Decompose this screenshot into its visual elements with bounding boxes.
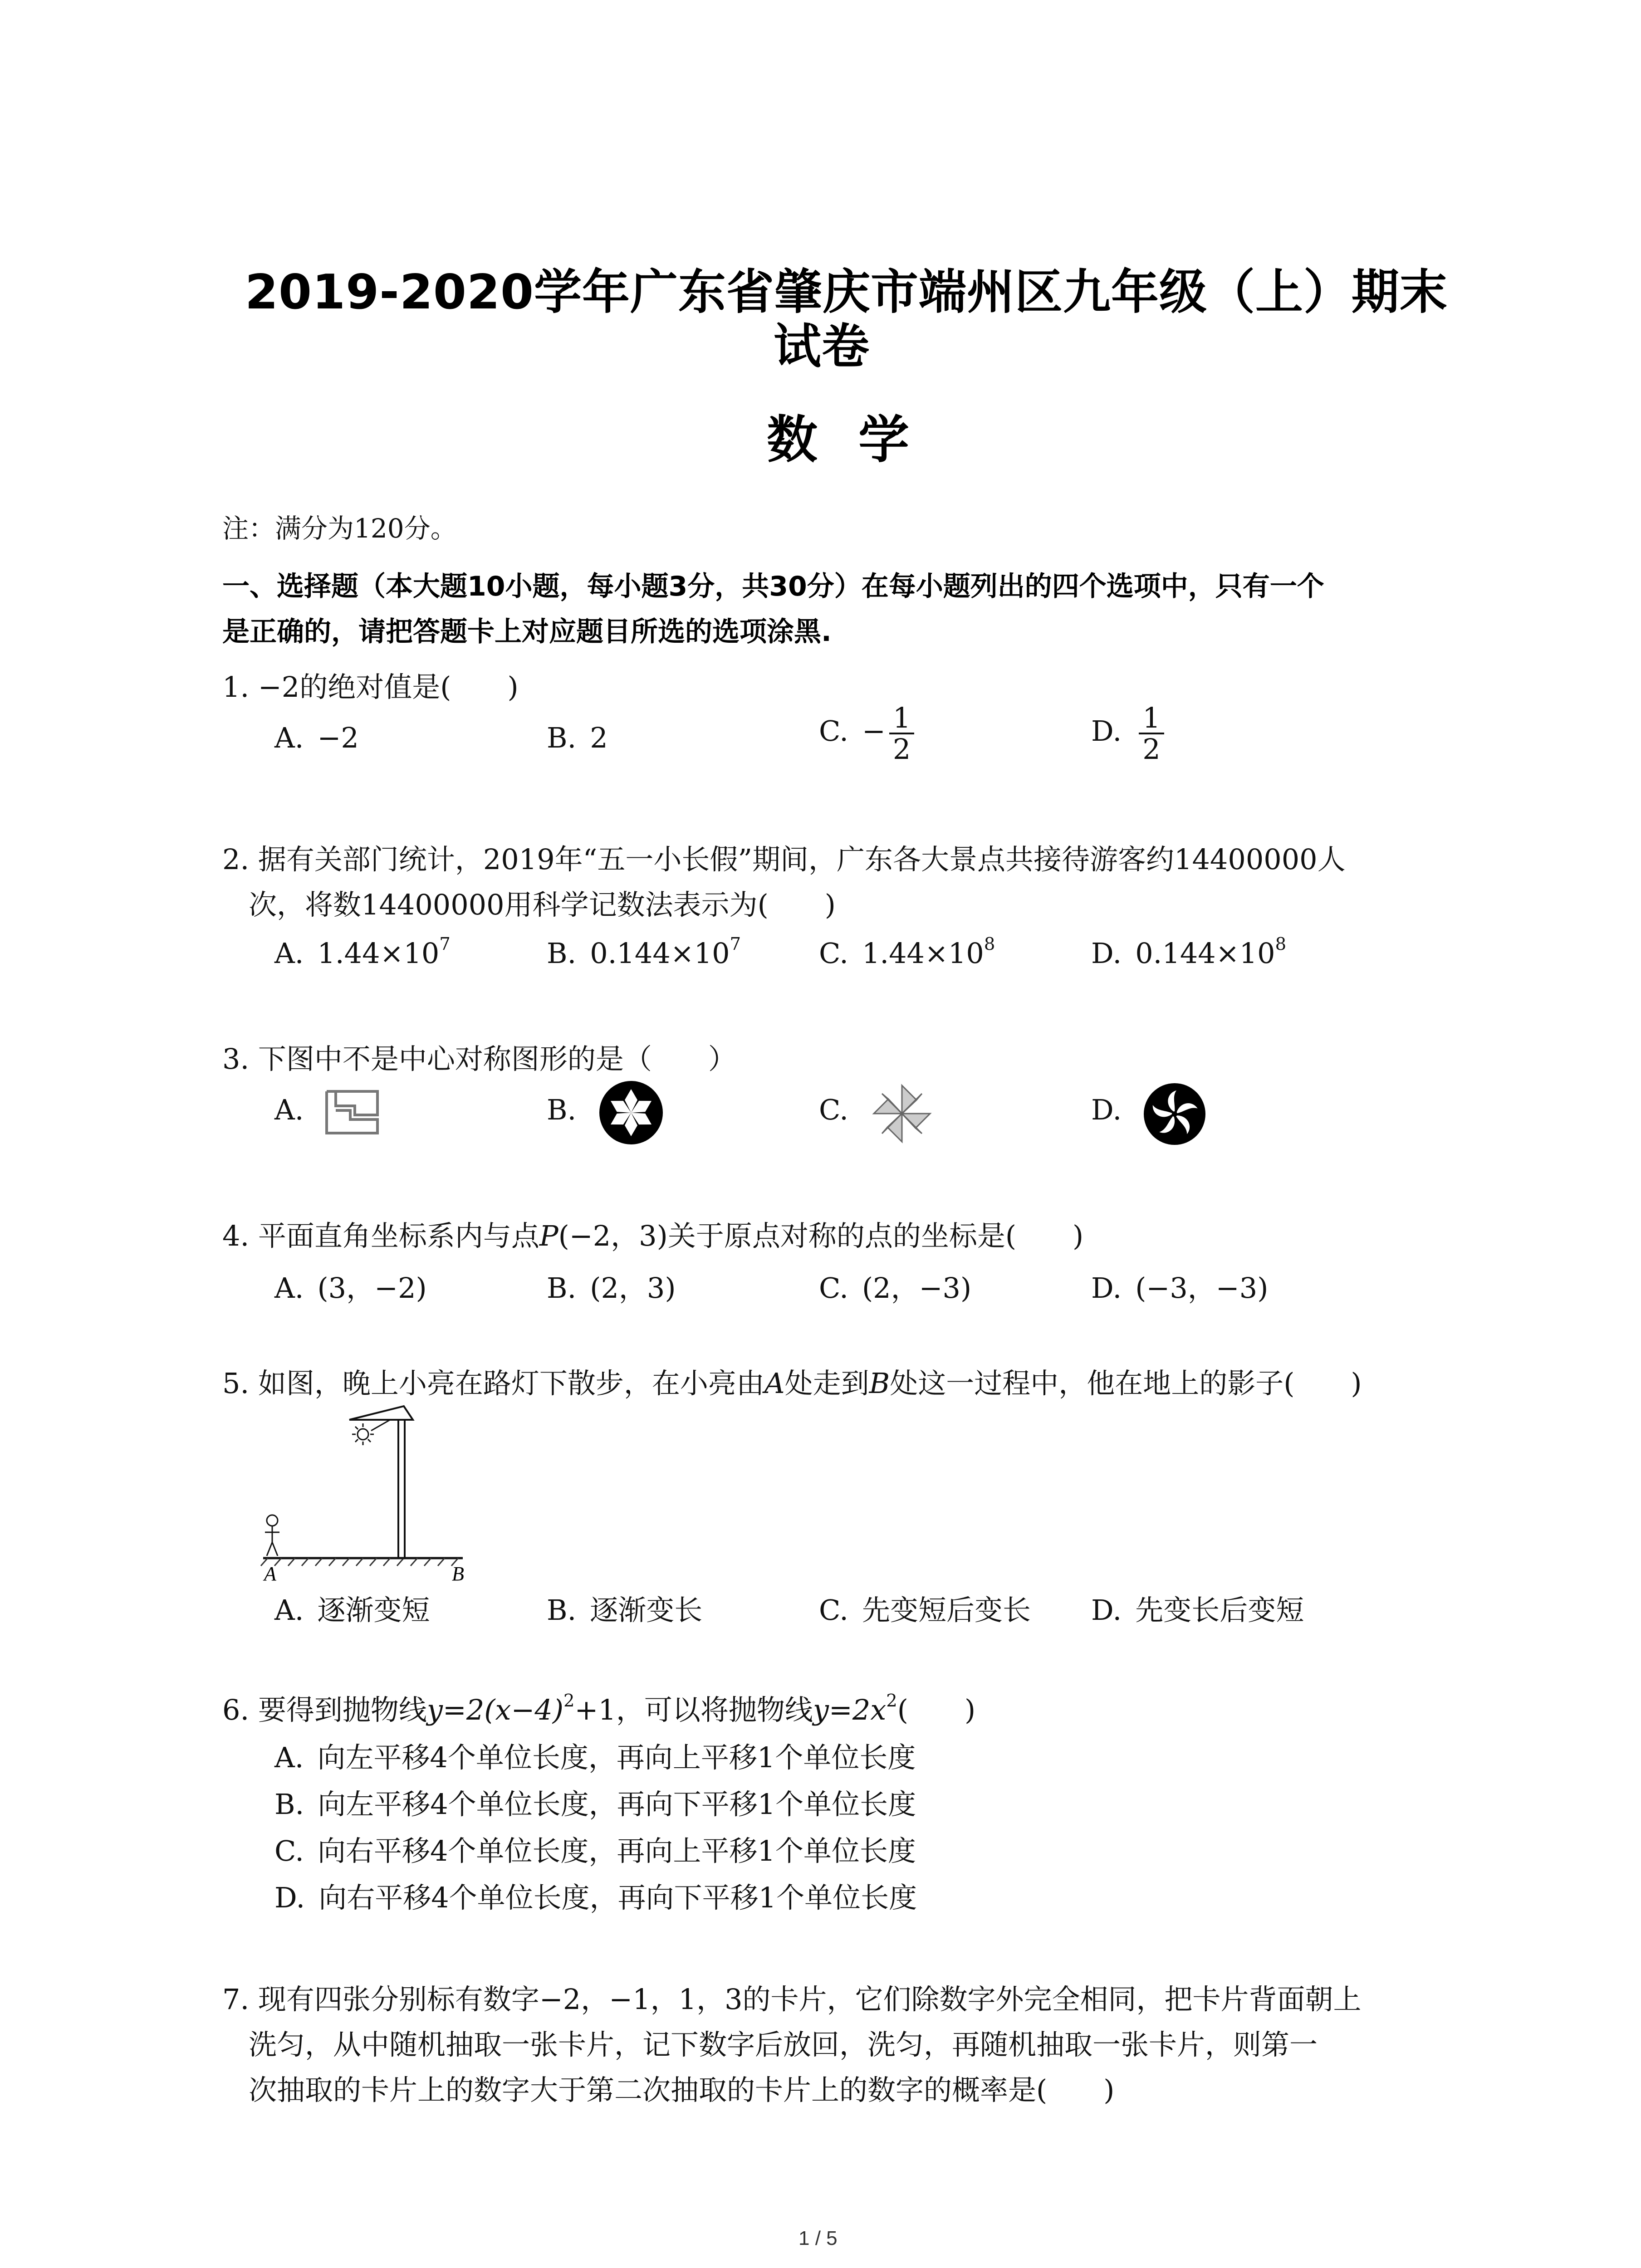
option-label: B. [547,721,577,754]
option-label: C. [819,1093,848,1126]
option-base: 0.144×10 [1135,937,1275,970]
option-base: 1.44×10 [317,937,440,970]
option-label: D. [274,1881,305,1914]
subject-heading: 数学 [767,411,950,469]
option-label: C. [274,1834,304,1867]
question-2-stem: 2. 据有关部门统计，2019年“五一小长假”期间，广东各大景点共接待游客约14400000人 [222,843,1346,876]
q6-option-c[interactable] [274,1828,916,1869]
option-text: 2 [590,721,608,754]
question-7-stem-line3: 次抽取的卡片上的数字大于第二次抽取的卡片上的数字的概率是( ) [249,2073,1115,2107]
option-text: 向右平移4个单位长度，再向下平移1个单位长度 [318,1881,917,1914]
fraction [889,703,914,764]
section-heading-line2: 是正确的，请把答题卡上对应题目所选的选项涂黑. [222,616,832,648]
option-label: D. [1091,1593,1122,1627]
option-label: C. [819,1271,848,1305]
fraction [1139,703,1164,764]
q4-option-a[interactable] [274,1266,427,1306]
question-text: 处这一过程中，他在地上的影子( ) [890,1367,1362,1400]
street-lamp-figure [254,1402,490,1583]
option-exponent: 8 [1275,934,1287,955]
option-text: (−3，−3) [1135,1271,1269,1305]
option-sign: − [862,714,886,748]
q2-option-d[interactable] [1091,934,1287,970]
option-label: D. [1091,1093,1122,1126]
q2-option-a[interactable] [274,934,451,970]
question-2-stem-line2: 次，将数14400000用科学记数法表示为( ) [249,888,836,921]
q6-option-a[interactable] [274,1735,916,1775]
q2-option-b[interactable] [547,934,741,970]
figure-label-b: B [452,1563,464,1583]
flower-circle-icon [598,1080,664,1146]
option-text: (2，−3) [862,1271,972,1305]
option-label: D. [1091,937,1122,970]
option-exponent: 8 [984,934,995,955]
question-5-stem [222,1361,1362,1401]
pinwheel-icon [870,1082,934,1145]
page-title: 2019-2020学年广东省肇庆市端州区九年级（上）期末 [245,264,1448,320]
fraction-denominator: 2 [892,733,911,766]
option-label: C. [819,937,848,970]
q6-option-d[interactable] [274,1875,917,1916]
point-variable: P [539,1219,558,1252]
option-base: 0.144×10 [590,937,730,970]
q3-option-d[interactable] [1091,1093,1135,1126]
bauhinia-circle-icon [1142,1082,1207,1146]
q5-option-d[interactable] [1091,1588,1304,1628]
option-text: 先变长后变短 [1135,1593,1304,1627]
question-text: 5. 如图，晚上小亮在路灯下散步，在小亮由 [222,1367,764,1400]
option-label: B. [547,1093,577,1126]
point-variable: A [764,1367,785,1400]
q2-option-c[interactable] [819,934,995,970]
option-exponent: 7 [439,934,451,955]
q1-option-c[interactable] [819,703,914,764]
question-text: 4. 平面直角坐标系内与点 [222,1219,539,1252]
q5-option-b[interactable] [547,1588,702,1628]
interlocking-shape-icon [323,1088,382,1138]
question-3-stem: 3. 下图中不是中心对称图形的是（ ） [222,1042,736,1075]
q5-option-a[interactable] [274,1588,430,1628]
fraction-denominator: 2 [1142,733,1161,766]
equation-2-exponent: 2 [886,1691,897,1711]
score-note: 注：满分为120分。 [222,513,457,544]
answer-parens: ( ) [897,1693,976,1726]
question-text: +1，可以将抛物线 [574,1693,813,1726]
option-text: 先变短后变长 [862,1593,1031,1627]
q4-option-d[interactable] [1091,1266,1268,1306]
option-label: B. [547,937,577,970]
question-7-stem: 7. 现有四张分别标有数字−2，−1，1，3的卡片，它们除数字外完全相同，把卡片背面朝上 [222,1983,1362,2016]
option-text: 逐渐变短 [317,1593,430,1627]
option-text: 向右平移4个单位长度，再向上平移1个单位长度 [317,1834,916,1867]
question-1-stem: 1. −2的绝对值是( ) [222,670,519,704]
option-label: B. [547,1593,577,1627]
option-label: A. [274,937,304,970]
q6-option-b[interactable] [274,1782,916,1822]
q3-option-a[interactable] [274,1093,317,1126]
fraction-numerator: 1 [1139,703,1164,734]
option-text: 向左平移4个单位长度，再向下平移1个单位长度 [318,1788,916,1821]
option-label: A. [274,1093,304,1126]
q1-option-b[interactable] [547,721,608,754]
page-title-continued: 试卷 [774,319,870,374]
figure-label-a: A [264,1563,276,1583]
q4-option-b[interactable] [547,1266,676,1306]
question-text: 6. 要得到抛物线 [222,1693,427,1726]
q4-option-c[interactable] [819,1266,971,1306]
q1-option-d[interactable] [1091,703,1164,764]
option-text: 逐渐变长 [590,1593,703,1627]
question-text: 处走到 [784,1367,869,1400]
point-variable: B [869,1367,890,1400]
option-label: D. [1091,1271,1122,1305]
option-label: C. [819,1593,848,1627]
page-number: 1 / 5 [798,2227,838,2249]
option-text: (2，3) [590,1271,676,1305]
option-text: −2 [317,721,359,754]
question-7-stem-line2: 洗匀，从中随机抽取一张卡片，记下数字后放回，洗匀，再随机抽取一张卡片，则第一 [249,2028,1318,2061]
option-label: C. [819,714,848,748]
option-label: B. [547,1271,577,1305]
q1-option-a[interactable] [274,721,359,754]
equation-1: y=2(x−4) [426,1693,564,1726]
question-6-stem [222,1687,975,1728]
option-text: 向左平移4个单位长度，再向上平移1个单位长度 [317,1741,916,1774]
equation-2: y=2x [813,1693,887,1726]
option-label: B. [274,1788,304,1821]
section-heading-line1: 一、选择题（本大题10小题，每小题3分，共30分）在每小题列出的四个选项中，只有一个 [222,571,1324,602]
option-text: (3，−2) [317,1271,427,1305]
equation-1-exponent: 2 [563,1691,575,1711]
option-exponent: 7 [730,934,741,955]
q3-option-b[interactable] [547,1093,590,1126]
option-label: A. [274,1271,304,1305]
q5-option-c[interactable] [819,1588,1031,1628]
option-label: A. [274,1741,304,1774]
option-label: A. [274,721,304,754]
option-label: A. [274,1593,304,1627]
question-4-stem [222,1213,1083,1254]
option-base: 1.44×10 [862,937,984,970]
question-text: (−2，3)关于原点对称的点的坐标是( ) [558,1219,1084,1252]
option-label: D. [1091,714,1122,748]
q3-option-c[interactable] [819,1093,862,1126]
fraction-numerator: 1 [889,703,914,734]
